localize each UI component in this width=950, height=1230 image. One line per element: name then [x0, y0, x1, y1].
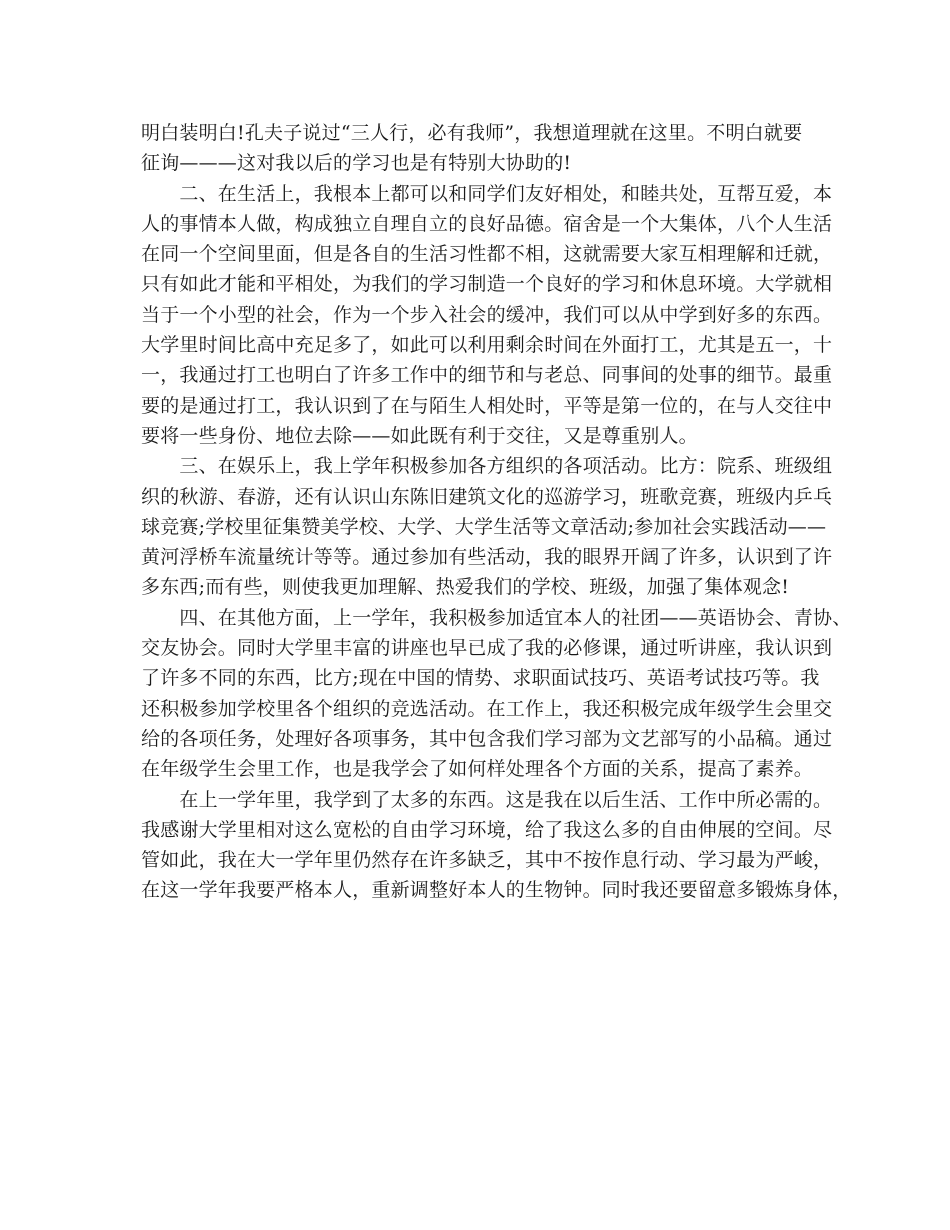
text-line: 四、在其他方面，上一学年，我积极参加适宜本人的社团——英语协会、青协、: [141, 606, 852, 629]
text-line: 大学里时间比高中充足多了，如此可以利用剩余时间在外面打工，尤其是五一，十: [141, 334, 833, 357]
text-line: 管如此，我在大一学年里仍然存在许多缺乏，其中不按作息行动、学习最为严峻，: [141, 849, 833, 872]
text-line: 人的事情本人做，构成独立自理自立的良好品德。宿舍是一个大集体，八个人生活: [141, 212, 833, 235]
text-line: 多东西;而有些，则使我更加理解、热爱我们的学校、班级，加强了集体观念!: [141, 576, 790, 599]
text-line: 了许多不同的东西，比方;现在中国的情势、求职面试技巧、英语考试技巧等。我: [141, 667, 820, 690]
text-line: 交友协会。同时大学里丰富的讲座也早已成了我的必修课，通过听讲座，我认识到: [141, 637, 833, 660]
text-line: 三、在娱乐上，我上学年积极参加各方组织的各项活动。比方：院系、班级组: [141, 455, 833, 478]
text-line: 在同一个空间里面，但是各自的生活习性都不相，这就需要大家互相理解和迁就，: [141, 243, 833, 266]
text-line: 明白装明白!孔夫子说过“三人行，必有我师”，我想道理就在这里。不明白就要: [141, 122, 803, 144]
text-line: 我感谢大学里相对这么宽松的自由学习环境，给了我这么多的自由伸展的空间。尽: [141, 818, 833, 841]
text-line: 还积极参加学校里各个组织的竞选活动。在工作上，我还积极完成年级学生会里交: [141, 697, 833, 720]
text-line: 黄河浮桥车流量统计等等。通过参加有些活动，我的眼界开阔了许多，认识到了许: [141, 546, 833, 569]
text-line: 织的秋游、春游，还有认识山东陈旧建筑文化的巡游学习，班歌竞赛，班级内乒乓: [141, 485, 833, 508]
text-line: 要的是通过打工，我认识到了在与陌生人相处时，平等是第一位的，在与人交往中: [141, 394, 833, 417]
text-line: 在上一学年里，我学到了太多的东西。这是我在以后生活、工作中所必需的。: [141, 788, 833, 811]
text-line: 征询———这对我以后的学习也是有特别大协助的!: [141, 152, 572, 175]
text-line: 在年级学生会里工作，也是我学会了如何样处理各个方面的关系，提高了素养。: [141, 758, 814, 781]
text-line: 球竞赛;学校里征集赞美学校、大学、大学生活等文章活动;参加社会实践活动——: [141, 515, 827, 538]
text-line: 在这一学年我要严格本人，重新调整好本人的生物钟。同时我还要留意多锻炼身体，: [141, 879, 852, 902]
text-line: 当于一个小型的社会，作为一个步入社会的缓冲，我们可以从中学到好多的东西。: [141, 303, 833, 326]
text-line: 一，我通过打工也明白了许多工作中的细节和与老总、同事间的处事的细节。最重: [141, 364, 833, 387]
text-line: 要将一些身份、地位去除——如此既有利于交往，又是尊重别人。: [141, 424, 698, 447]
text-line: 二、在生活上，我根本上都可以和同学们友好相处，和睦共处，互帮互爱，本: [141, 182, 833, 205]
text-line: 给的各项任务，处理好各项事务，其中包含我们学习部为文艺部写的小品稿。通过: [141, 727, 833, 750]
text-line: 只有如此才能和平相处，为我们的学习制造一个良好的学习和休息环境。大学就相: [141, 273, 833, 296]
document-body: [141, 118, 852, 906]
